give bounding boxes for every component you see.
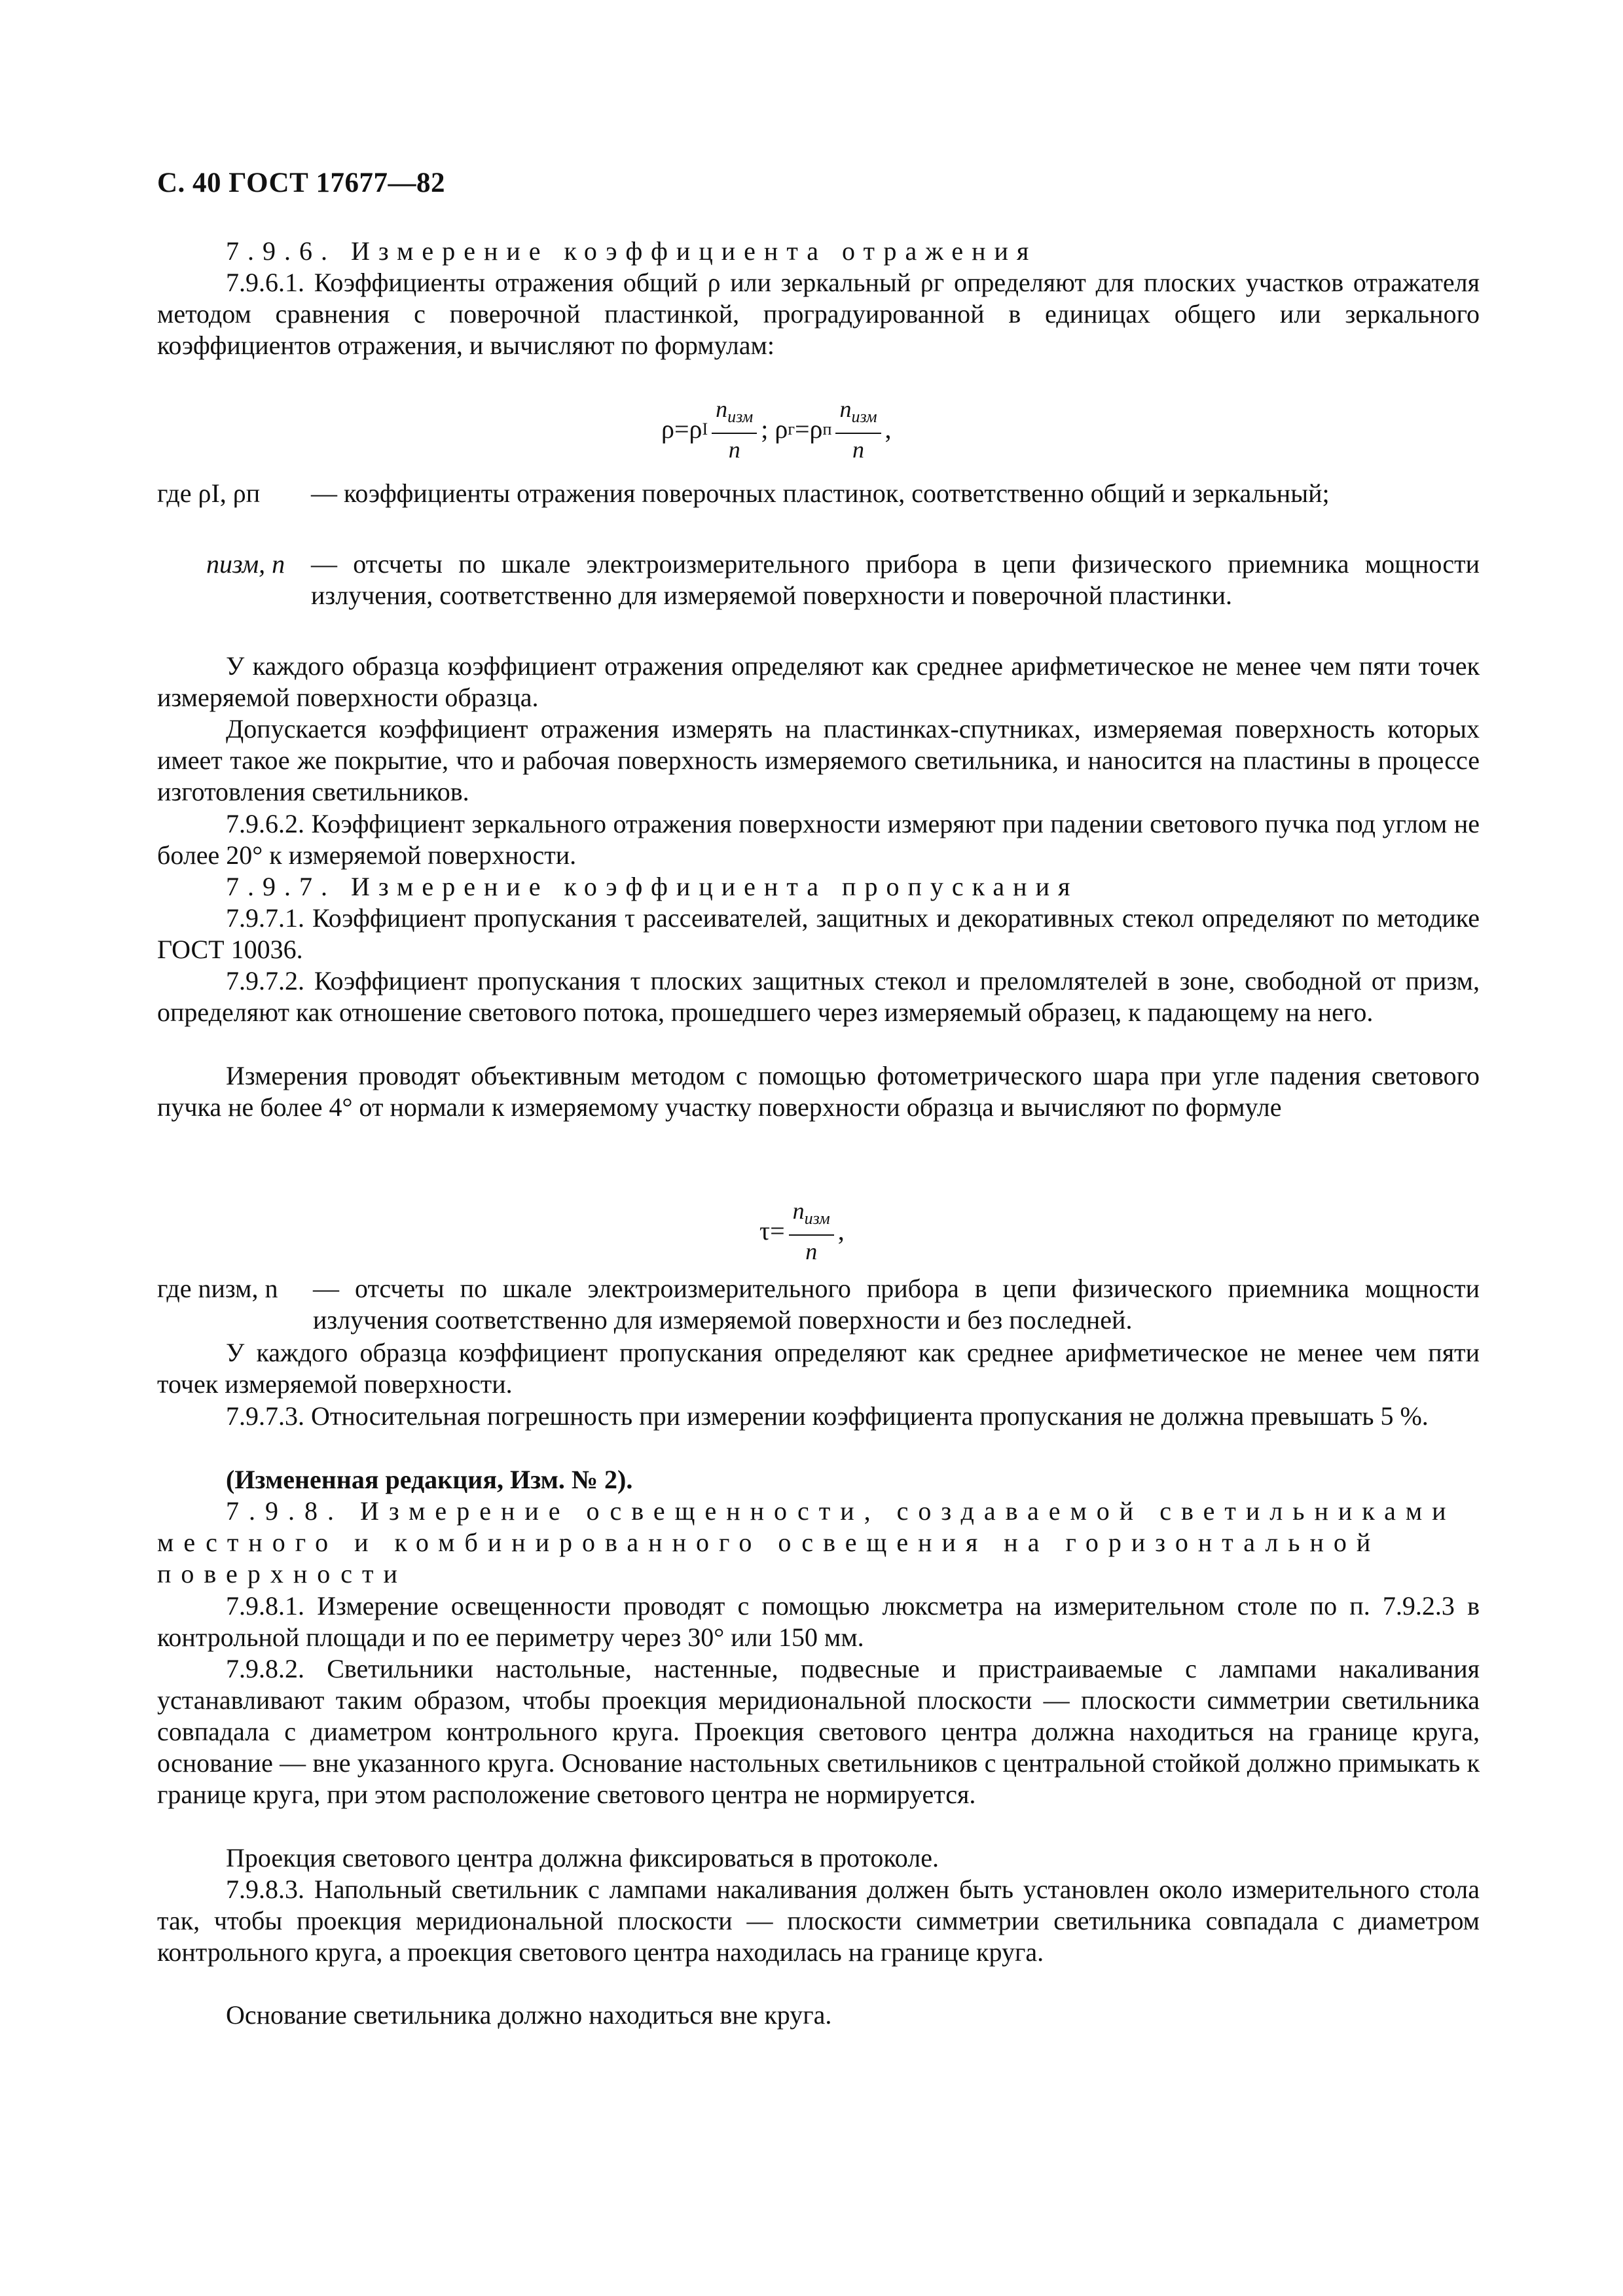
paragraph-satellite-plates: Допускается коэффициент отражения измерять на пластинках-спутниках, измеряемая поверхность которых имеет такое же покрытие, что и рабочая поверхность измеряемого светильника, и наносится на пластины в процессе изготовления светильников.	[157, 714, 1480, 806]
section-7-9-7-2: 7.9.7.2. Коэффициент пропускания τ плоских защитных стекол и преломлятелей в зоне, свободной от призм, определяют как отношение светового потока, прошедшего через измеряемый образец, к падающему на него.	[157, 966, 1480, 1027]
page-header: С. 40 ГОСТ 17677—82	[157, 168, 446, 198]
paragraph-average-transmission: У каждого образца коэффициент пропускания определяют как среднее арифметическое не менее чем пяти точек измеряемой поверхности.	[157, 1338, 1480, 1399]
def-n-text: — отсчеты по шкале электроизмерительного прибора в цепи физического приемника мощности излучения, соответственно для измеряемой поверхности и поверочной пластинки.	[311, 549, 1480, 610]
section-7-9-8-title: 7.9.8. Измерение освещенности, создаваемой светильниками местного и комбинированного освещения на горизонтальной поверхности	[157, 1496, 1456, 1588]
section-7-9-6-2: 7.9.6.2. Коэффициент зеркального отражения поверхности измеряют при падении светового пучка под углом не более 20° к измеряемой поверхности.	[157, 809, 1480, 870]
paragraph-projection-protocol: Проекция светового центра должна фиксироваться в протоколе.	[226, 1843, 939, 1873]
section-7-9-6-1: 7.9.6.1. Коэффициенты отражения общий ρ или зеркальный ρг определяют для плоских участков отражателя методом сравнения с поверочной пластинкой, проградуированной в единицах общего или зеркального коэффициентов отражения, и вычисляют по формулам:	[157, 268, 1480, 360]
def-rho-label: где ρI, ρп	[157, 478, 261, 508]
def-n-label: nизм, n	[206, 549, 285, 579]
fraction-1: $\frac{n_{изм}}{n}$	[712, 396, 757, 463]
section-7-9-7-3: 7.9.7.3. Относительная погрешность при измерении коэффициента пропускания не должна превышать 5 %.	[226, 1401, 1429, 1431]
edit-note: (Измененная редакция, Изм. № 2).	[226, 1465, 633, 1494]
def-rho-text: — коэффициенты отражения поверочных пластинок, соответственно общий и зеркальный;	[311, 478, 1330, 508]
paragraph-average-reflection: У каждого образца коэффициент отражения определяют как среднее арифметическое не менее чем пяти точек измеряемой поверхности образца.	[157, 651, 1480, 712]
paragraph-base-outside: Основание светильника должно находиться вне круга.	[226, 2000, 832, 2030]
section-7-9-8-1: 7.9.8.1. Измерение освещенности проводят с помощью люксметра на измерительном столе по п. 7.9.2.3 в контрольной площади и по ее периметру через 30° или 150 мм.	[157, 1591, 1480, 1652]
section-7-9-6-title: 7.9.6. Измерение коэффициента отражения	[226, 236, 1038, 266]
section-7-9-7-title: 7.9.7. Измерение коэффициента пропускания	[226, 872, 1079, 901]
formula-transmission: τ= $\frac{n_{изм}}{n}$ ,	[759, 1198, 845, 1265]
fraction-2: $\frac{n_{изм}}{n}$	[835, 396, 881, 463]
paragraph-measurement-method: Измерения проводят объективным методом с помощью фотометрического шара при угле падения светового пучка не более 4° от нормали к измеряемому участку поверхности образца и вычисляют по формуле	[157, 1061, 1480, 1122]
formula-reflection: ρ=ρ I $\frac{n_{изм}}{n}$ ; ρ г =ρ п $\frac{n_{изм}}{n}$ ,	[661, 396, 892, 463]
def-n2-text: — отсчеты по шкале электроизмерительного прибора в цепи физического приемника мощности излучения соответственно для измеряемой поверхности и без последней.	[313, 1274, 1480, 1335]
def-n2-label: где nизм, n	[157, 1274, 278, 1303]
section-7-9-8-2: 7.9.8.2. Светильники настольные, настенные, подвесные и пристраиваемые с лампами накаливания устанавливают таким образом, чтобы проекция меридиональной плоскости — плоскости симметрии светильника совпадала с диаметром контрольного круга. Проекция светового центра должна находиться на границе круга, основание — вне указанного круга. Основание настольных светильников с центральной стойкой должно примыкать к границе круга, при этом расположение светового центра не нормируется.	[157, 1654, 1480, 1809]
section-7-9-8-3: 7.9.8.3. Напольный светильник с лампами накаливания должен быть установлен около измерительного стола так, чтобы проекция меридиональной плоскости — плоскости симметрии светильника совпадала с диаметром контрольного круга, а проекция светового центра находилась на границе круга.	[157, 1874, 1480, 1967]
fraction-3: $\frac{n_{изм}}{n}$	[789, 1198, 834, 1265]
section-7-9-7-1: 7.9.7.1. Коэффициент пропускания τ рассеивателей, защитных и декоративных стекол определяют по методике ГОСТ 10036.	[157, 903, 1480, 964]
